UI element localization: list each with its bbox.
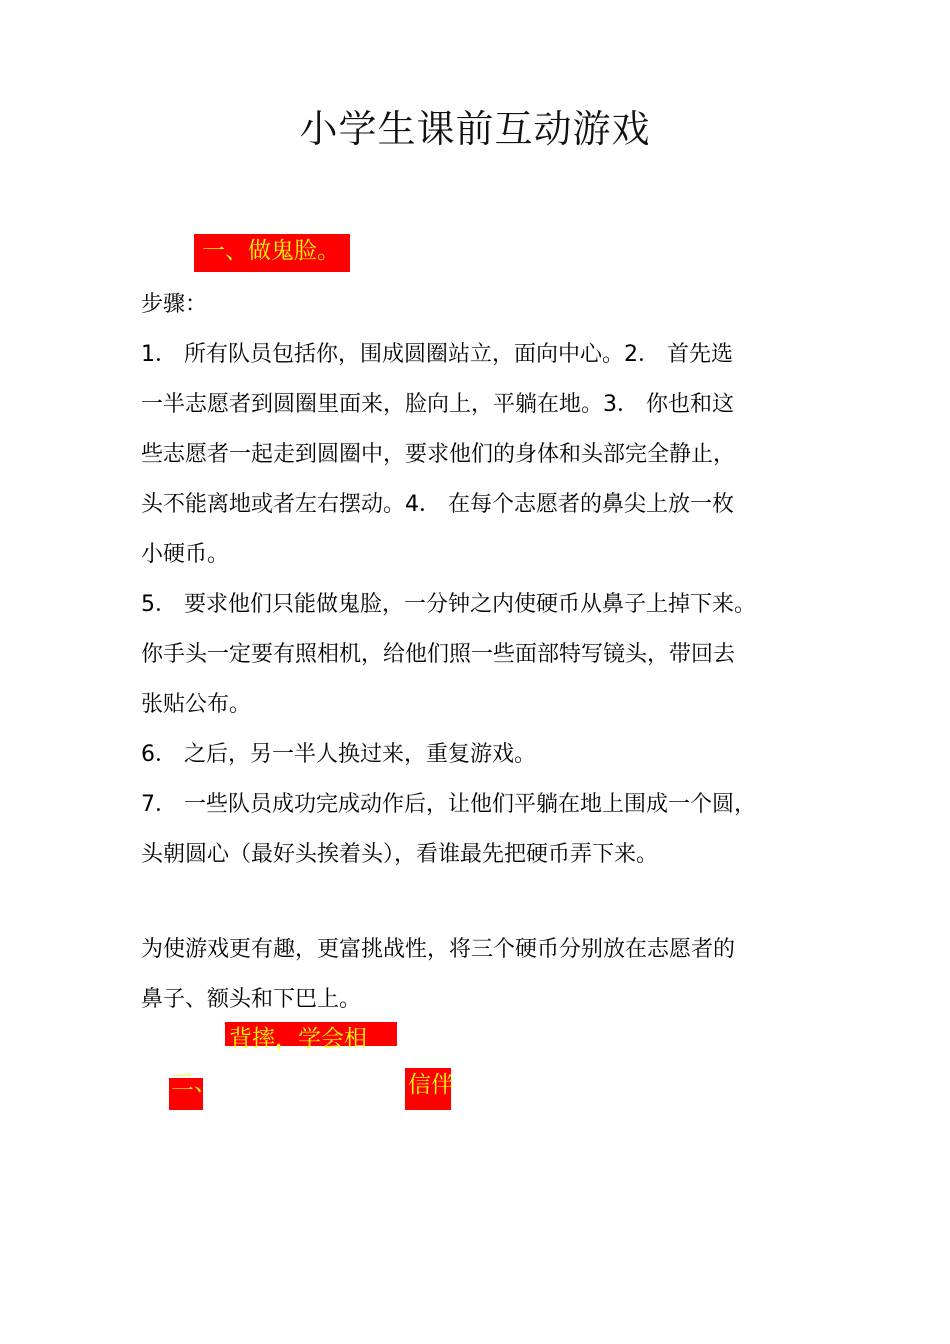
text-line: 1． 所有队员包括你，围成圆圈站立，面向中心。2． 首先选 [141,342,733,367]
document-title: 小学生课前互动游戏 [299,107,651,151]
text-line: 头不能离地或者左右摆动。4． 在每个志愿者的鼻尖上放一枚 [141,492,734,517]
text-line: 张贴公布。 [141,692,252,717]
text-line: 7． 一些队员成功完成动作后，让他们平躺在地上围成一个圆， [141,792,756,817]
fragment-text: 背摔，学会相 [229,1026,367,1052]
paragraph-step-7 [141,780,821,880]
fragment-text: 信伴 [408,1072,454,1098]
text-line: 为使游戏更有趣，更富挑战性，将三个硬币分别放在志愿者的 [141,937,736,962]
text-line: 一半志愿者到圆圈里面来，脸向上，平躺在地。3． 你也和这 [141,392,734,417]
text-line: 6． 之后，另一半人换过来，重复游戏。 [141,742,536,767]
paragraph-steps-1-4 [141,330,821,580]
text-line: 小硬币。 [141,542,230,567]
text-line: 鼻子、额头和下巴上。 [141,987,362,1012]
text-line: 你手头一定要有照相机，给他们照一些面部特写镜头，带回去 [141,642,736,667]
text-line: 头朝圆心（最好头挨着头），看谁最先把硬币弄下来。 [141,842,659,867]
paragraph-variation [141,925,821,1025]
steps-label: 步骤： [141,292,208,317]
section-heading-fragment-partner [405,1068,454,1110]
text-line: 5． 要求他们只能做鬼脸，一分钟之内使硬币从鼻子上掉下来。 [141,592,756,617]
paragraph-step-6 [141,730,821,780]
section-heading-fragment-number [169,1070,217,1110]
paragraph-step-5 [141,580,821,730]
section-heading-make-faces: 一、做鬼脸。 [194,234,350,272]
section-heading-fragment-trust-fall [225,1022,397,1052]
text-line: 些志愿者一起走到圆圈中，要求他们的身体和头部完全静止， [141,442,736,467]
fragment-text: 二、 [171,1070,217,1096]
